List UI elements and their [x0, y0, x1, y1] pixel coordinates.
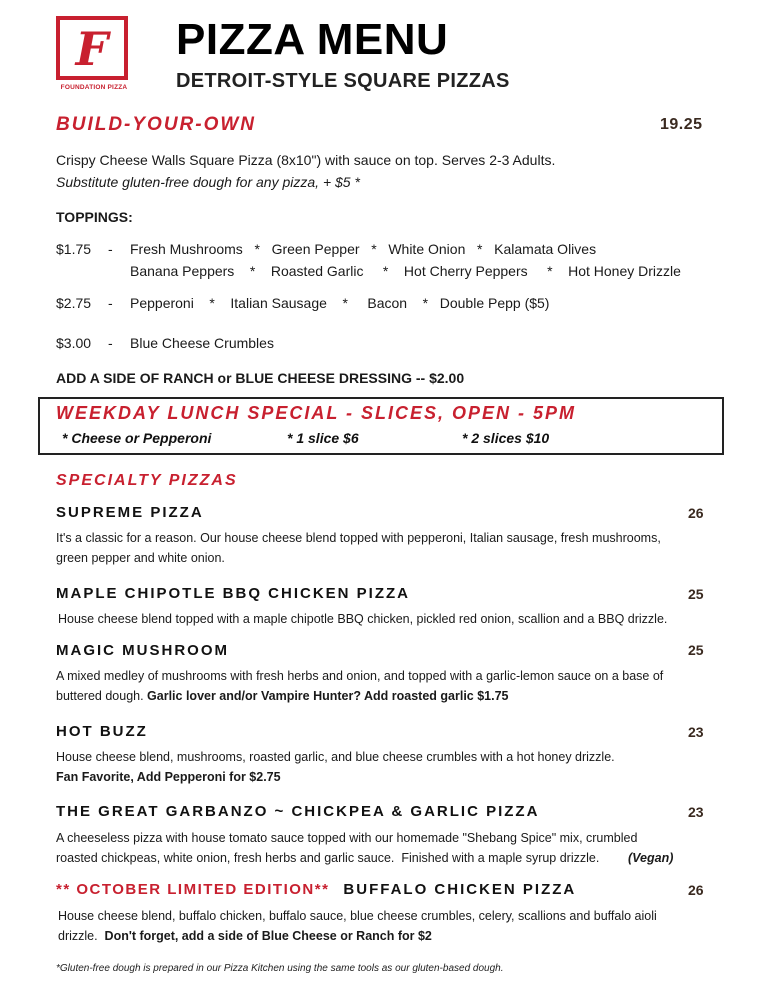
topping-tier-dash: - — [108, 241, 113, 257]
logo-text: FOUNDATION PIZZA — [60, 84, 128, 91]
pizza-name-row — [56, 881, 576, 898]
pizza-price: 23 — [688, 804, 704, 820]
specialty-heading: SPECIALTY PIZZAS — [56, 472, 238, 489]
lunch-special-option: * 2 slices $10 — [462, 430, 550, 446]
lunch-special-title: WEEKDAY LUNCH SPECIAL - SLICES, OPEN - 5PM — [56, 403, 577, 423]
topping-tier-price: $3.00 — [56, 335, 92, 351]
pizza-description: green pepper and white onion. — [56, 551, 225, 565]
topping-tier-items: Banana Peppers * Roasted Garlic * Hot Cherry Peppers * Hot Honey Drizzle — [130, 263, 681, 279]
pizza-description: House cheese blend topped with a maple chipotle BBQ chicken, pickled red onion, scallion and a BBQ drizzle. — [58, 612, 668, 626]
logo-f-icon: F — [75, 22, 109, 76]
vegan-tag: (Vegan) — [628, 851, 674, 865]
dressing-side-note: ADD A SIDE OF RANCH or BLUE CHEESE DRESSING -- $2.00 — [56, 370, 465, 386]
pizza-name: MAGIC MUSHROOM — [56, 642, 229, 659]
pizza-name: THE GREAT GARBANZO ~ CHICKPEA & GARLIC PIZZA — [56, 803, 540, 820]
page-subtitle: DETROIT-STYLE SQUARE PIZZAS — [176, 70, 510, 92]
pizza-price: 23 — [688, 724, 704, 740]
pizza-description: A cheeseless pizza with house tomato sauce topped with our homemade "Shebang Spice" mix, crumbled — [56, 831, 638, 845]
build-your-own-description: Crispy Cheese Walls Square Pizza (8x10") with sauce on top. Serves 2-3 Adults. — [56, 152, 556, 168]
topping-tier-price: $1.75 — [56, 241, 92, 257]
topping-tier-items: Pepperoni * Italian Sausage * Bacon * Double Pepp ($5) — [130, 295, 550, 311]
pizza-description-text: drizzle. — [58, 929, 105, 943]
pizza-description: House cheese blend, mushrooms, roasted garlic, and blue cheese crumbles with a hot honey drizzle. — [56, 750, 615, 764]
pizza-description: A mixed medley of mushrooms with fresh herbs and onion, and topped with a garlic-lemon sauce on a base of — [56, 669, 664, 683]
topping-tier-items: Blue Cheese Crumbles — [130, 335, 274, 351]
pizza-description — [56, 686, 696, 706]
build-your-own-heading: BUILD-YOUR-OWN — [56, 114, 257, 135]
page-title: PIZZA MENU — [176, 15, 449, 64]
pizza-price: 26 — [688, 505, 704, 521]
lunch-special-option: * Cheese or Pepperoni — [62, 430, 212, 446]
gluten-free-footnote: *Gluten-free dough is prepared in our Pizza Kitchen using the same tools as our gluten-based dough. — [56, 963, 504, 974]
limited-edition-label: ** OCTOBER LIMITED EDITION** — [56, 881, 330, 898]
pizza-price: 25 — [688, 642, 704, 658]
pizza-name: SUPREME PIZZA — [56, 504, 204, 521]
logo — [56, 16, 128, 80]
pizza-description-text: buttered dough. — [56, 689, 148, 703]
topping-tier-items: Fresh Mushrooms * Green Pepper * White Onion * Kalamata Olives — [130, 241, 597, 257]
pizza-description: roasted chickpeas, white onion, fresh herbs and garlic sauce. Finished with a maple syrup drizzle. — [56, 851, 600, 865]
topping-tier-dash: - — [108, 295, 113, 311]
pizza-addon-note: Garlic lover and/or Vampire Hunter? Add roasted garlic $1.75 — [147, 689, 509, 703]
pizza-name: MAPLE CHIPOTLE BBQ CHICKEN PIZZA — [56, 585, 411, 602]
pizza-description: House cheese blend, buffalo chicken, buffalo sauce, blue cheese crumbles, celery, scallions and buffalo aioli — [58, 909, 657, 923]
gluten-free-note: Substitute gluten-free dough for any pizza, + $5 * — [56, 174, 360, 190]
toppings-label: TOPPINGS: — [56, 209, 133, 225]
pizza-addon-note: Don't forget, add a side of Blue Cheese or Ranch for $2 — [104, 929, 432, 943]
pizza-description — [58, 926, 698, 946]
topping-tier-dash: - — [108, 335, 113, 351]
pizza-price: 26 — [688, 882, 704, 898]
topping-tier-price: $2.75 — [56, 295, 92, 311]
pizza-description: It's a classic for a reason. Our house cheese blend topped with pepperoni, Italian sausage, fresh mushrooms, — [56, 531, 661, 545]
pizza-name: HOT BUZZ — [56, 723, 148, 740]
build-your-own-price: 19.25 — [660, 116, 703, 133]
lunch-special-option: * 1 slice $6 — [287, 430, 359, 446]
pizza-name: BUFFALO CHICKEN PIZZA — [343, 881, 577, 898]
pizza-price: 25 — [688, 586, 704, 602]
pizza-addon-note: Fan Favorite, Add Pepperoni for $2.75 — [56, 770, 281, 784]
